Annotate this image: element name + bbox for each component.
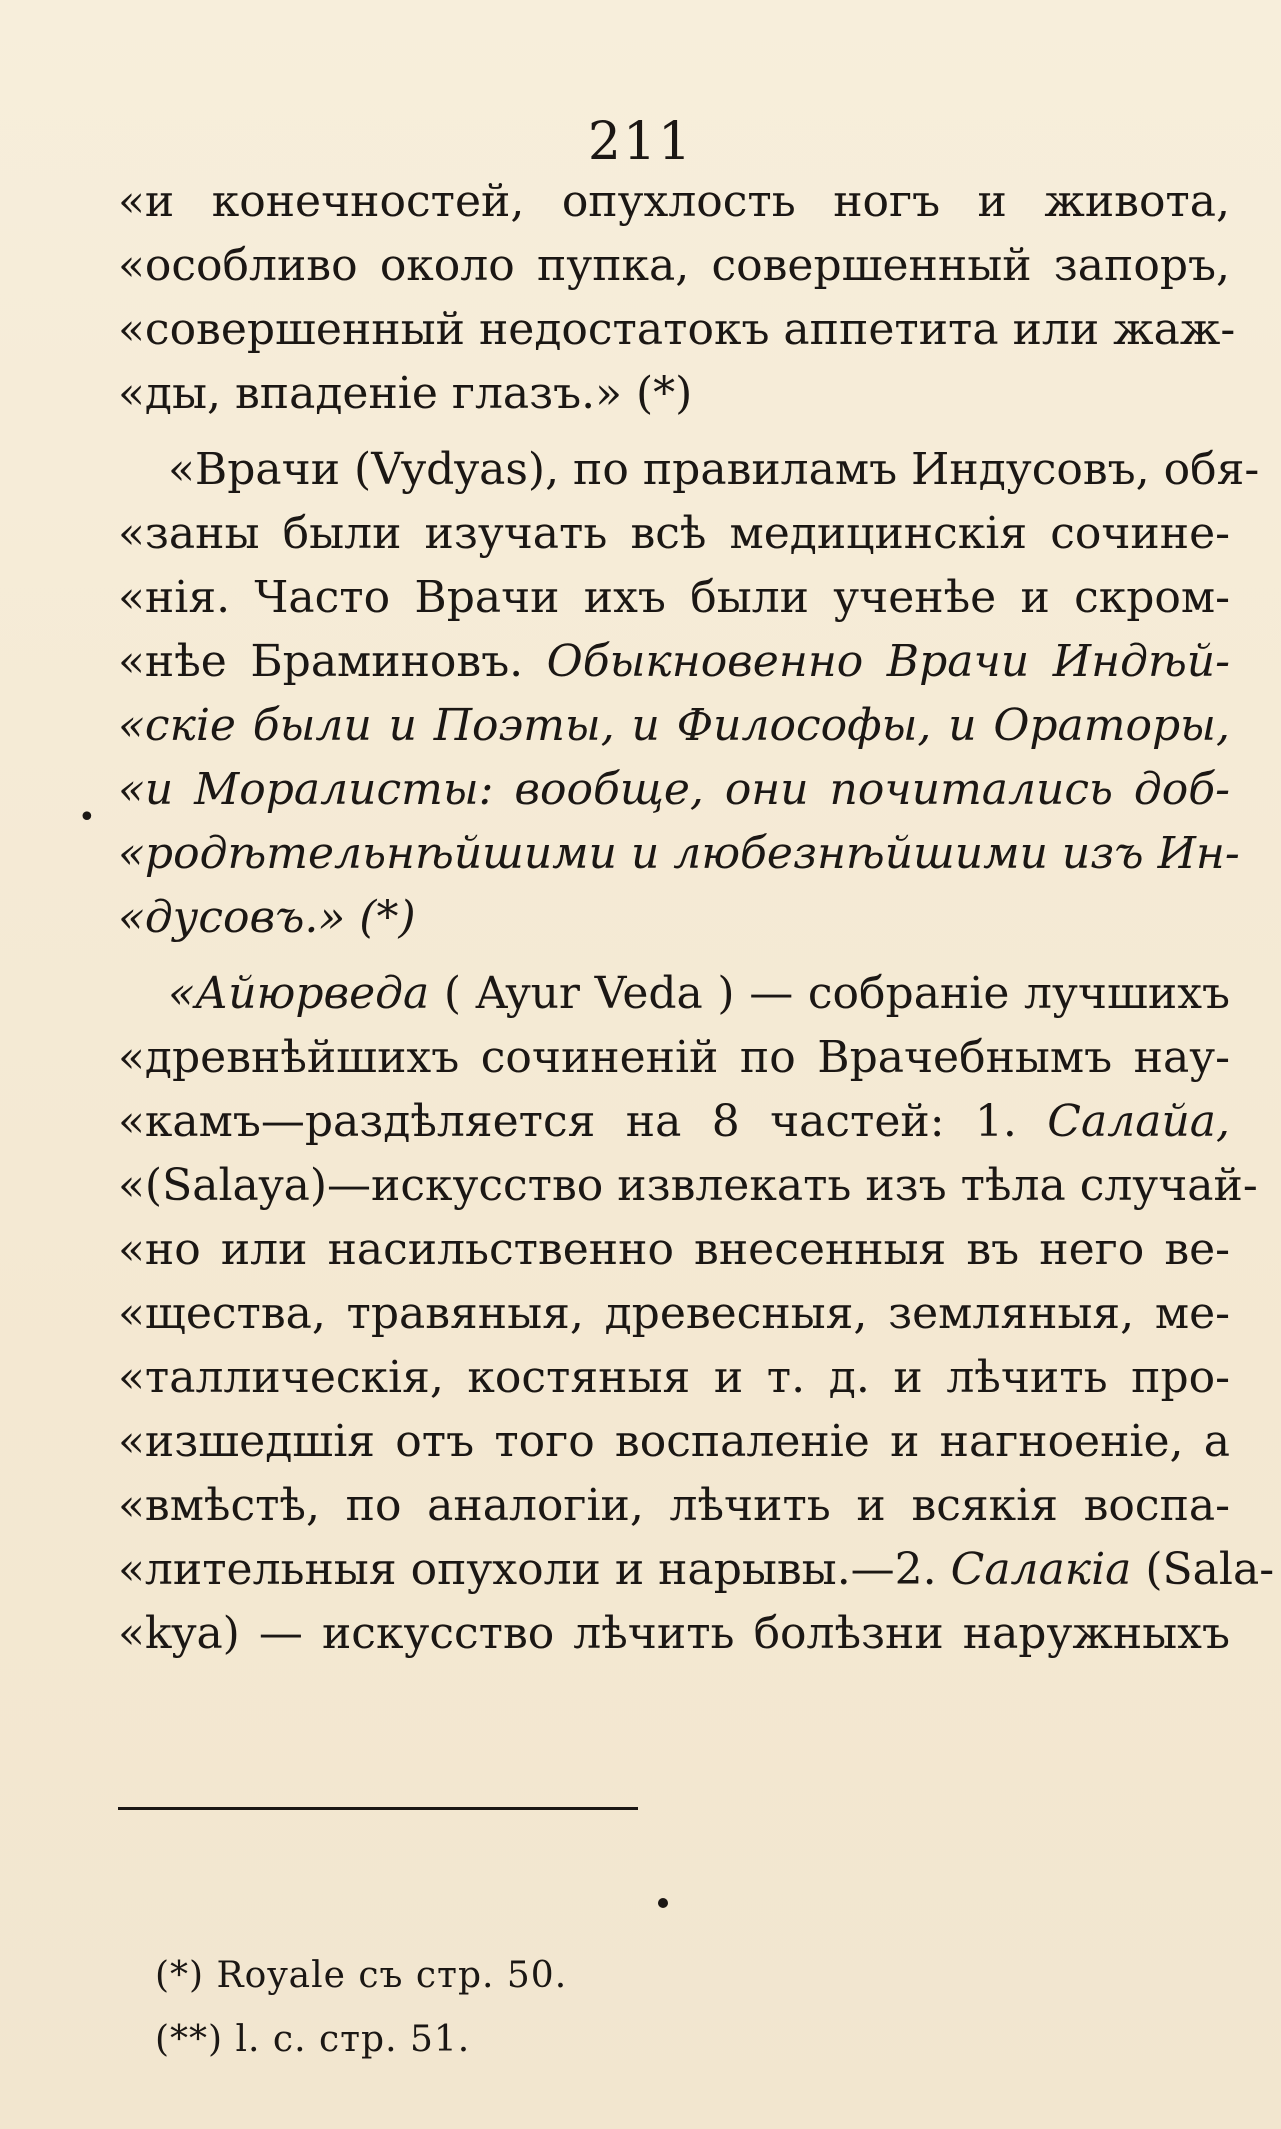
text-run: «камъ—раздѣляется на 8 частей: 1.	[118, 1096, 1048, 1147]
margin-mark: •	[78, 800, 96, 835]
text-line	[118, 1540, 1275, 1600]
text-line: «ды, впаденіе глазъ.» (*)	[118, 368, 693, 419]
text-line	[168, 964, 1230, 1024]
text-line: «но или насильственно внесенныя въ него ве-	[118, 1224, 1230, 1275]
text-line: «вмѣстѣ, по аналогіи, лѣчить и всякія воспа-	[118, 1480, 1230, 1531]
text-line: «совершенный недостатокъ аппетита или жаж-	[118, 304, 1236, 355]
text-line: «kya) — искусство лѣчить болѣзни наружныхъ	[118, 1608, 1230, 1659]
text-line: «щества, травяныя, древесныя, земляныя, ме-	[118, 1288, 1230, 1339]
page-number: 211	[587, 112, 694, 172]
text-run: (Sala-	[1131, 1544, 1275, 1595]
italic-run: Салакіа	[950, 1544, 1132, 1595]
text-line: «изшедшія отъ того воспаленіе и нагноеніе, а	[118, 1416, 1230, 1467]
text-line: «нія. Часто Врачи ихъ были ученѣе и скром-	[118, 572, 1230, 623]
text-line: «скіе были и Поэты, и Философы, и Ораторы,	[118, 700, 1230, 751]
footnote-rule	[118, 1807, 638, 1810]
text-line: «особливо около пупка, совершенный запоръ,	[118, 240, 1230, 291]
text-line: «родѣтельнѣйшими и любезнѣйшими изъ Ин-	[118, 828, 1240, 879]
text-line: «древнѣйшихъ сочиненій по Врачебнымъ нау-	[118, 1032, 1230, 1083]
footnote: (*) Royale съ стр. 50.	[155, 1955, 568, 1996]
text-line: «дусовъ.» (*)	[118, 892, 416, 943]
text-line: «(Salaya)—искусство извлекать изъ тѣла случай-	[118, 1160, 1258, 1211]
text-run: ( Ayur Veda ) — собраніе лучшихъ	[429, 968, 1230, 1019]
italic-run: Обыкновенно Врачи Индѣй-	[546, 636, 1230, 687]
text-line	[118, 632, 1230, 692]
text-line: «и Моралисты: вообще, они почитались доб-	[118, 764, 1230, 815]
text-line: «Врачи (Vydyas), по правиламъ Индусовъ, обя-	[168, 444, 1260, 495]
footnote: (**) l. c. стр. 51.	[155, 2019, 471, 2060]
text-run: «нѣе Браминовъ.	[118, 636, 547, 687]
italic-run: «Айюрведа	[168, 968, 430, 1019]
text-line	[118, 1092, 1230, 1152]
text-run: «лительныя опухоли и нарывы.—2.	[118, 1544, 951, 1595]
text-line: «и конечностей, опухлость ногъ и живота,	[118, 176, 1230, 227]
center-dot	[658, 1898, 668, 1908]
text-line: «заны были изучать всѣ медицинскія сочине-	[118, 508, 1230, 559]
text-line: «таллическія, костяныя и т. д. и лѣчить про-	[118, 1352, 1230, 1403]
italic-run: Салайа,	[1047, 1096, 1230, 1147]
